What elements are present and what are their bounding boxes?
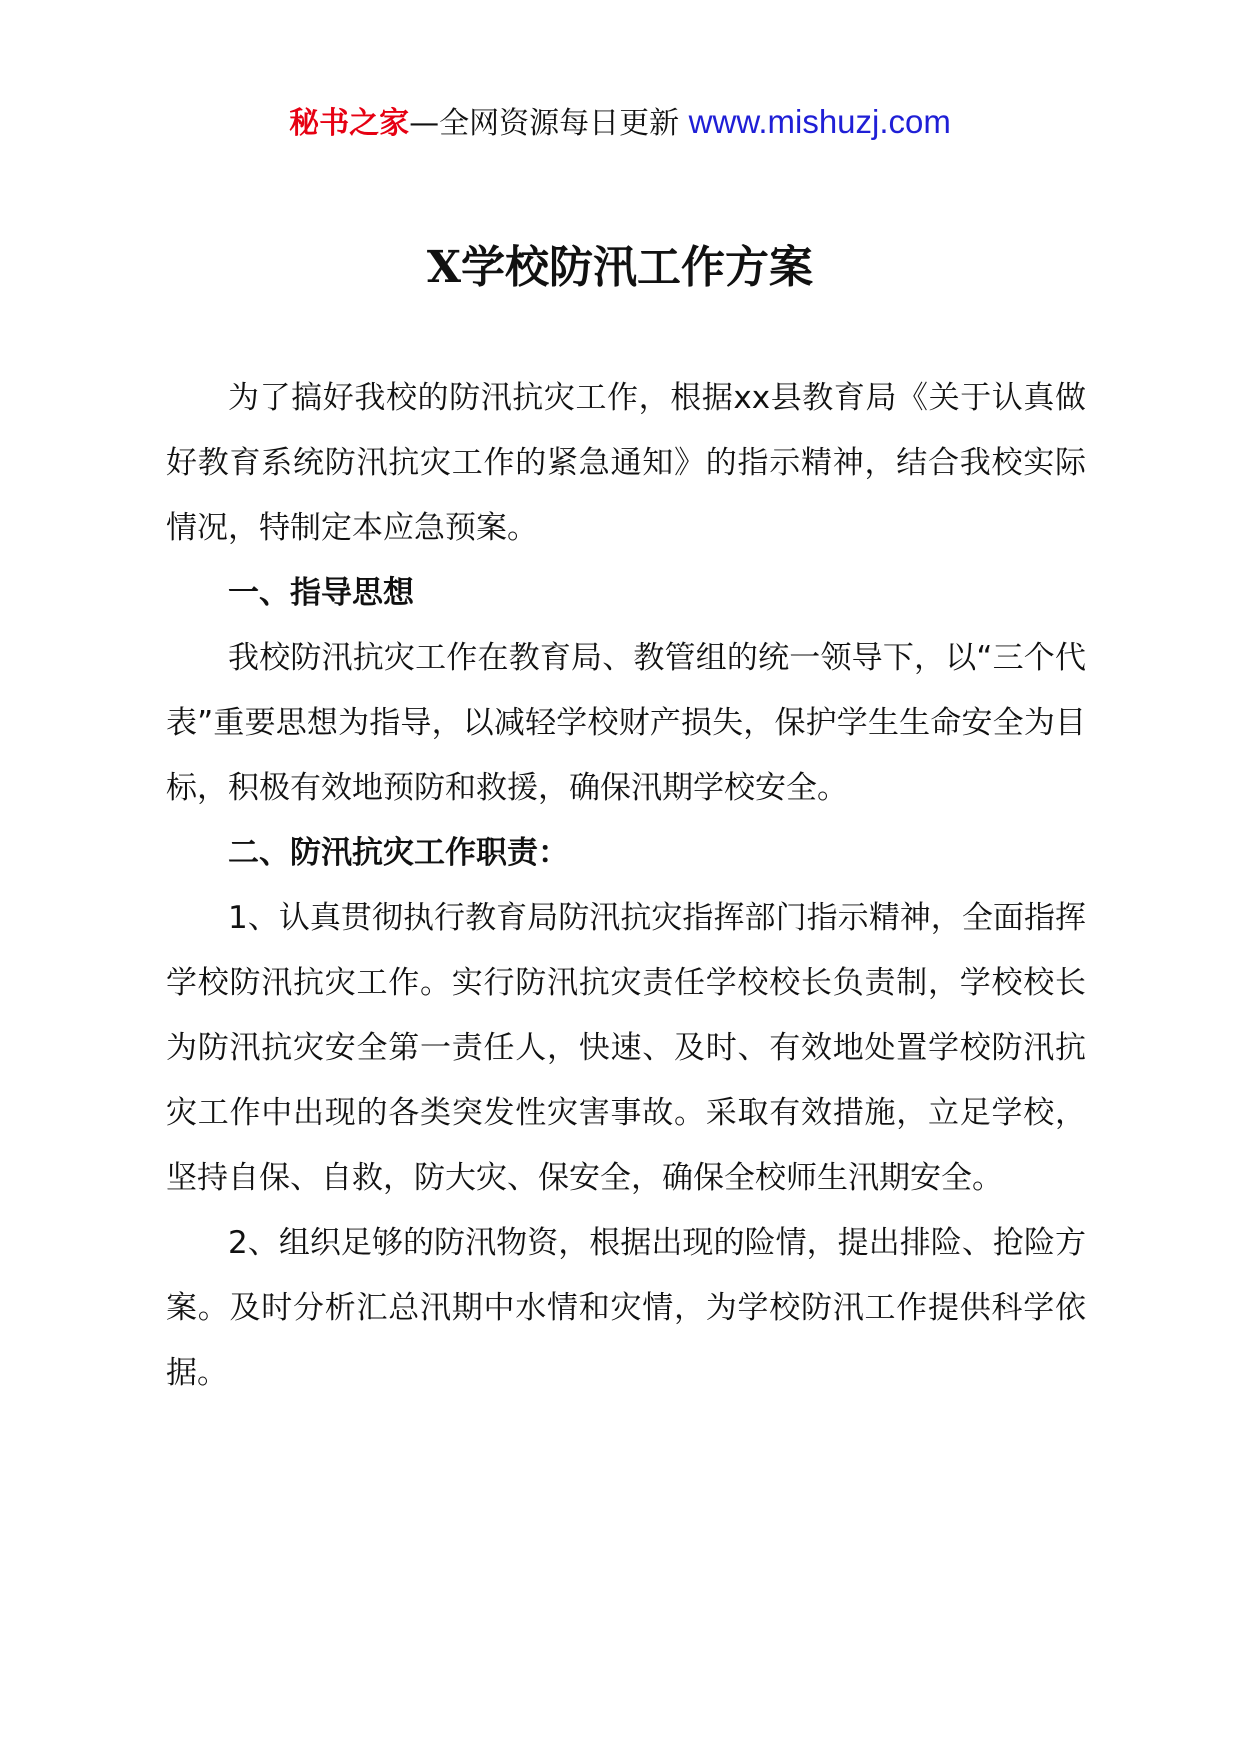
section-heading-responsibilities: 二、防汛抗灾工作职责： — [228, 835, 569, 871]
responsibility-item-2: 2、组织足够的防汛物资，根据出现的险情，提出排险、抢险方案。及时分析汇总汛期中水情和灾情，为学校防汛工作提供科学依据。 — [166, 1225, 1086, 1391]
document-title: X学校防汛工作方案 — [426, 242, 814, 293]
section-heading-guiding-ideology: 一、指导思想 — [228, 575, 414, 611]
document-body — [166, 366, 1086, 1406]
guiding-ideology-paragraph: 我校防汛抗灾工作在教育局、教管组的统一领导下，以“三个代表”重要思想为指导，以减轻学校财产损失，保护学生生命安全为目标，积极有效地预防和救援，确保汛期学校安全。 — [166, 640, 1086, 806]
responsibility-item-1: 1、认真贯彻执行教育局防汛抗灾指挥部门指示精神，全面指挥学校防汛抗灾工作。实行防汛抗灾责任学校校长负责制，学校校长为防汛抗灾安全第一责任人，快速、及时、有效地处置学校防汛抗灾工作中出现的各类突发性灾害事故。采取有效措施，立足学校，坚持自保、自救，防大灾、保安全，确保全校师生汛期安全。 — [166, 900, 1086, 1196]
header-slogan: —全网资源每日更新 — [409, 106, 680, 141]
website-link[interactable]: www.mishuzj.com — [688, 103, 951, 140]
intro-paragraph: 为了搞好我校的防汛抗灾工作，根据xx县教育局《关于认真做好教育系统防汛抗灾工作的紧急通知》的指示精神，结合我校实际情况，特制定本应急预案。 — [166, 380, 1086, 546]
brand-name: 秘书之家 — [289, 106, 410, 141]
header-banner — [0, 100, 1240, 146]
